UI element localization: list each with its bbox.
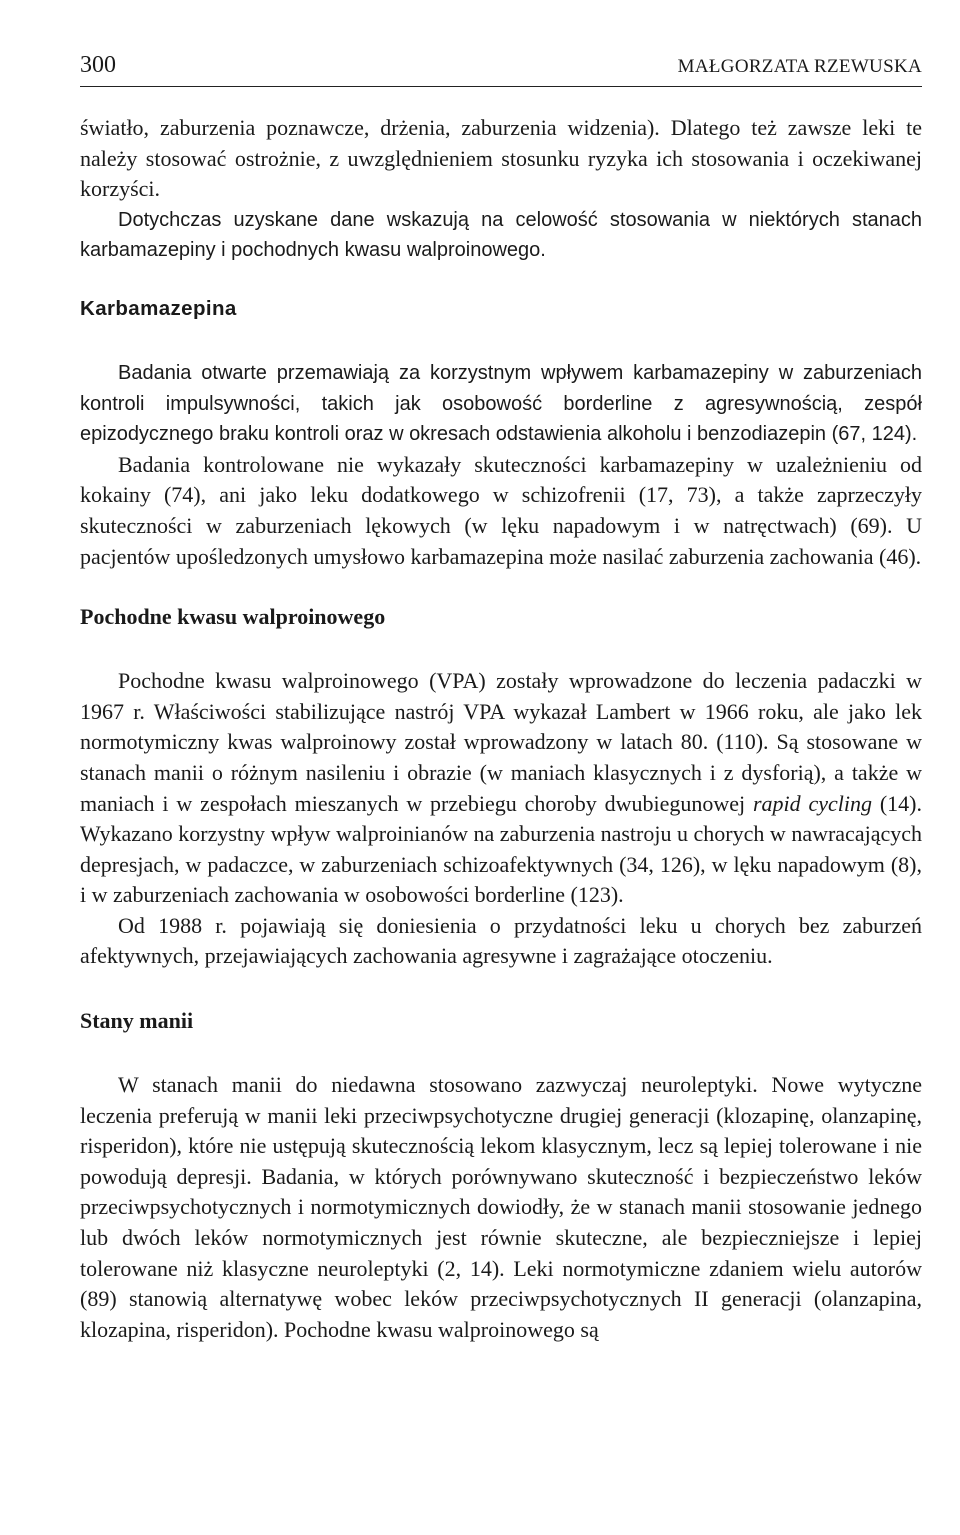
karbamazepina-paragraph-2: Badania kontrolowane nie wykazały skuteczności karbamazepiny w uzależnieniu od kokainy (74), ani jako leku dodatkowego w schizofrenii (17, 73), a także zaprzeczyły skuteczności w zaburzeniach lękowych (w lęku napadowym i w natręctwach) (69). U pacjentów upośledzonych umysłowo karbamazepina może nasilać zaburzenia zachowania (46).	[80, 451, 922, 569]
heading-pochodne-kwasu-walproinowego: Pochodne kwasu walproinowego	[80, 604, 386, 630]
vpa-paragraph-2: Od 1988 r. pojawiają się doniesienia o przydatności leku u chorych bez zaburzeń afektywnych, przejawiających zachowania agresywne i zagrażające otoczeniu.	[80, 912, 922, 969]
vpa-paragraph-1-part-2: (14). Wykazano korzystny wpływ walproinianów na zaburzenia nastroju u chorych w nawracających depresjach, w padaczce, w zaburzeniach schizoafektywnych (34, 126), w lęku napadowym (8), i w zaburzeniach zachowania w osobowości borderline (123).	[80, 790, 922, 908]
intro-paragraph-1: światło, zaburzenia poznawcze, drżenia, zaburzenia widzenia). Dlatego też zawsze leki te należy stosować ostrożnie, z uwzględnieniem stosunku ryzyka ich stosowania i oczekiwanej korzyści.	[80, 115, 922, 202]
manii-paragraph-1: W stanach manii do niedawna stosowano zazwyczaj neuroleptyki. Nowe wytyczne leczenia preferują w manii leki przeciwpsychotyczne drugiej generacji (klozapinę, olanzapinę, risperidon), które nie ustępują skutecznością lekom klasycznym, lecz są lepiej tolerowane i nie powodują depresji. Badania, w których porównywano skuteczność i bezpieczeństwo leków przeciwpsychotycznych i normotymicznych dowiodły, że w stanach manii stosowanie jednego lub dwóch leków normotymicznych jest równie skuteczne, ale bezpieczniejsze i lepiej tolerowane niż klasyczne neuroleptyki (2, 14). Leki normotymiczne zdaniem wielu autorów (89) stanowią alternatywę wobec leków przeciwpsychotycznych II generacji (olanzapina, klozapina, risperidon). Pochodne kwasu walproinowego są	[80, 1072, 922, 1342]
heading-karbamazepina: Karbamazepina	[80, 296, 237, 320]
page-content	[80, 113, 922, 1345]
page-number: 300	[80, 52, 116, 78]
heading-stany-manii: Stany manii	[80, 1008, 194, 1034]
vpa-paragraph-1-italic-term: rapid cycling	[752, 790, 872, 816]
vpa-paragraph-1-part-1: Pochodne kwasu walproinowego (VPA) zostały wprowadzone do leczenia padaczki w 1967 r. Właściwości stabilizujące nastrój VPA wykazał Lambert w 1966 roku, ale jako lek normotymiczny kwas walproinowy został wprowadzony w latach 80. (110). Są stosowane w stanach manii o różnym nasileniu i obrazie (w maniach klasycznych i z dysforią), a także w maniach i w zespołach mieszanych w przebiegu choroby dwubiegunowej	[80, 668, 922, 816]
vpa-paragraph-1	[80, 666, 922, 911]
intro-paragraph-2: Dotychczas uzyskane dane wskazują na celowość stosowania w niektórych stanach karbamazepiny i pochodnych kwasu walproinowego.	[80, 208, 922, 262]
page	[80, 52, 922, 1345]
karbamazepina-paragraph-1: Badania otwarte przemawiają za korzystnym wpływem karbamazepiny w zaburzeniach kontroli impulsywności, takich jak osobowość borderline z agresywnością, zespół epizodycznego braku kontroli oraz w okresach odstawienia alkoholu i benzodiazepin (67, 124).	[80, 361, 922, 446]
running-header-author: MAŁGORZATA RZEWUSKA	[677, 56, 922, 77]
running-header	[80, 52, 922, 87]
